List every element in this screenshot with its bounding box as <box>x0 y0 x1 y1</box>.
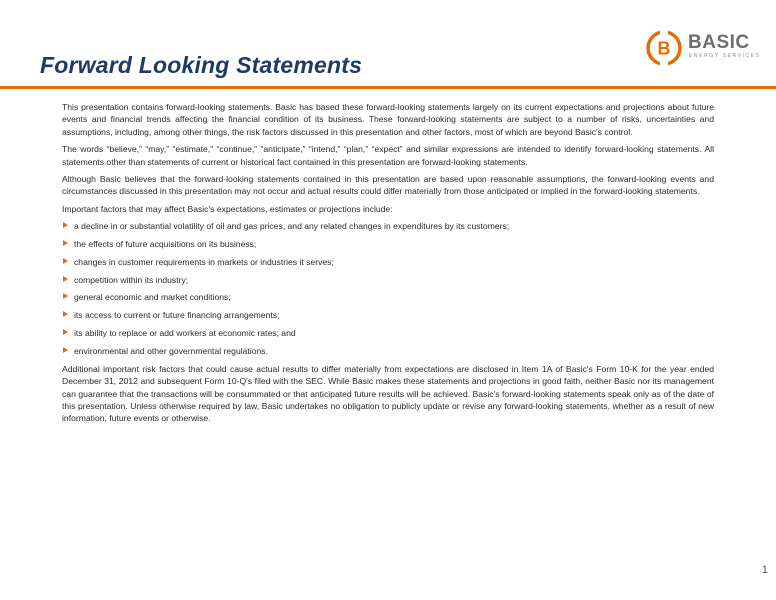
bullet-arrow-icon <box>63 293 68 299</box>
bullet-arrow-icon <box>63 329 68 335</box>
bullet-arrow-icon <box>63 347 68 353</box>
list-item-text: a decline in or substantial volatility of oil and gas prices, and any related changes in expenditures by its customers; <box>74 221 510 232</box>
intro-paragraph: This presentation contains forward-looking statements. Basic has based these forward-looking statements largely on its current expectations and projections about future events and financial trends affecting the financial condition of its business. These forward-looking statements are subject to a number of risks, uncertainties and assumptions, including, among other things, the risk factors discussed in this presentation and other factors, most of which are beyond Basic's control. <box>62 102 714 137</box>
bullet-arrow-icon <box>63 222 68 228</box>
basic-logo-icon <box>646 30 682 66</box>
risk-factor-list <box>62 220 714 358</box>
logo-wordmark: BASIC <box>688 32 750 53</box>
company-logo <box>646 28 772 68</box>
list-item-text: general economic and market conditions; <box>74 292 231 303</box>
list-item-text: changes in customer requirements in markets or industries it serves; <box>74 256 334 267</box>
statement-body <box>62 101 714 430</box>
bullet-arrow-icon <box>63 240 68 246</box>
bullet-arrow-icon <box>63 258 68 264</box>
page-number: 1 <box>761 564 768 576</box>
page-title: Forward Looking Statements <box>40 52 363 78</box>
logo-letter: B <box>657 38 671 59</box>
list-item <box>62 309 714 322</box>
list-item <box>62 220 714 233</box>
additional-paragraph: Additional important risk factors that could cause actual results to differ materially from expectations are disclosed in Item 1A of Basic's Form 10-K for the year ended December 31, 2012 and subsequent Form 10-Q's filed with the SEC. While Basic makes these statements and projections in good faith, neither Basic nor its management can guarantee that the transactions will be consummated or that anticipated future results will be achieved. Basic's forward-looking statements speak only as of the date of this presentation. Unless otherwise required by law, Basic undertakes no obligation to publicly update or revise any forward-looking statements, whether as a result of new information, future events or otherwise. <box>62 363 714 424</box>
list-item <box>62 238 714 251</box>
list-item <box>62 327 714 340</box>
list-item-text: environmental and other governmental regulations. <box>74 345 268 356</box>
although-paragraph: Although Basic believes that the forward-looking statements contained in this presentation are based upon reasonable assumptions, the forward-looking events and circumstances discussed in this presentation may not occur and actual results could differ materially from those anticipated or implied in the forward-looking statements. <box>62 174 714 197</box>
words-paragraph: The words “believe,” “may,” “estimate,” “continue,” “anticipate,” “intend,” “plan,” “expect” and similar expressions are intended to identify forward-looking statements. All statements other than statements of current or historical fact contained in this presentation are forward-looking statements. <box>62 144 714 167</box>
bullet-arrow-icon <box>63 311 68 317</box>
list-item <box>62 256 714 269</box>
list-item-text: competition within its industry; <box>74 274 189 285</box>
bullet-arrow-icon <box>63 276 68 282</box>
list-item <box>62 345 714 358</box>
list-item-text: its access to current or future financing arrangements; <box>74 310 280 321</box>
list-item <box>62 291 714 304</box>
list-item-text: its ability to replace or add workers at economic rates; and <box>74 328 296 339</box>
factors-intro: Important factors that may affect Basic's expectations, estimates or projections include: <box>62 203 393 214</box>
title-divider <box>0 86 776 89</box>
list-item <box>62 274 714 287</box>
logo-tagline: ENERGY SERVICES <box>689 53 761 59</box>
list-item-text: the effects of future acquisitions on its business; <box>74 239 257 250</box>
